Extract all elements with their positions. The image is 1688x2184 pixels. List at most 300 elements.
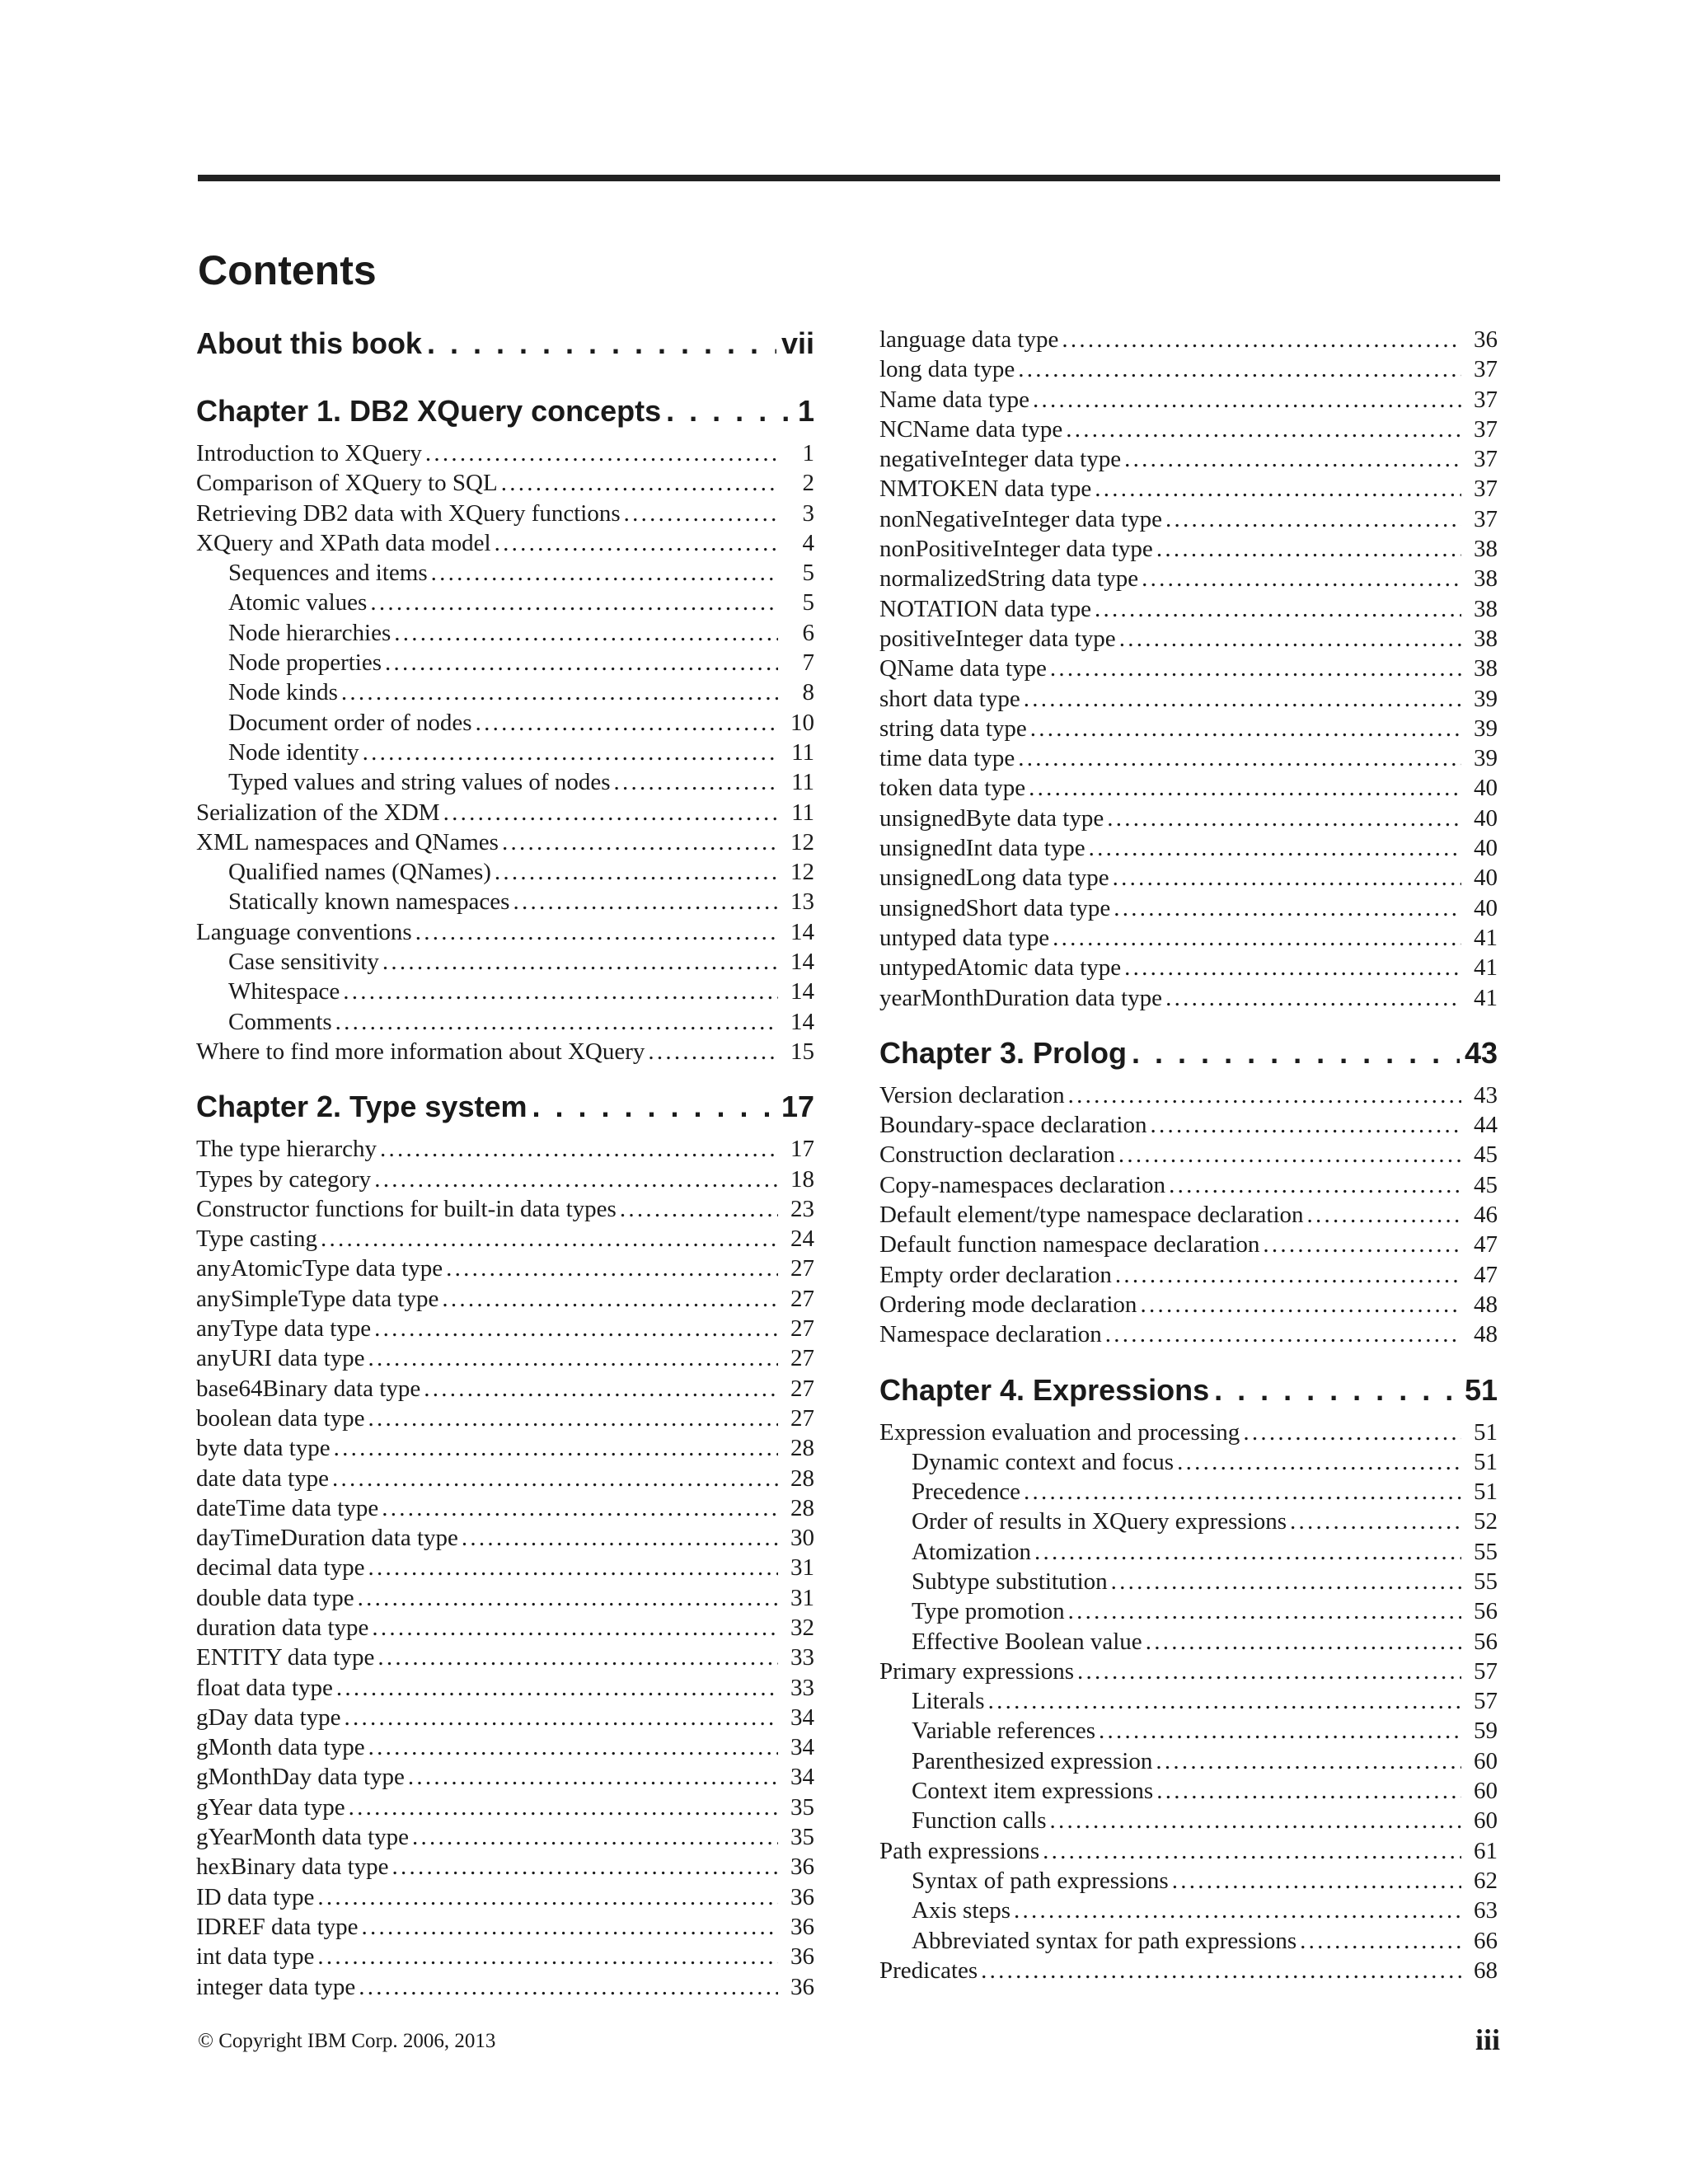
toc-entry[interactable] bbox=[879, 985, 1498, 1015]
toc-page-number: vii bbox=[781, 326, 814, 360]
toc-entry-title: Sequences and items bbox=[228, 560, 428, 587]
toc-entry-title: Chapter 3. Prolog bbox=[879, 1035, 1128, 1070]
toc-entry[interactable] bbox=[196, 1136, 814, 1165]
toc-entry-title: int data type bbox=[196, 1943, 315, 1971]
toc-page-number: 8 bbox=[802, 679, 814, 706]
toc-entry-title: NOTATION data type bbox=[879, 595, 1091, 622]
toc-entry[interactable] bbox=[879, 805, 1498, 835]
dot-leader bbox=[389, 1854, 778, 1881]
toc-page-number: 62 bbox=[1474, 1867, 1498, 1894]
toc-page-number: 3 bbox=[802, 499, 814, 527]
toc-entry-title: Function calls bbox=[912, 1807, 1047, 1835]
toc-entry[interactable] bbox=[879, 326, 1498, 356]
toc-page-number: 32 bbox=[790, 1614, 814, 1641]
toc-page-number: 31 bbox=[790, 1554, 814, 1582]
toc-entry-title: anyAtomicType data type bbox=[196, 1255, 443, 1282]
toc-entry-title: byte data type bbox=[196, 1435, 331, 1462]
toc-page-number: 18 bbox=[790, 1165, 814, 1193]
dot-leader bbox=[1147, 1112, 1462, 1139]
toc-entry[interactable] bbox=[196, 1038, 814, 1068]
toc-entry-title: Serialization of the XDM bbox=[196, 799, 440, 826]
toc-page-number: 68 bbox=[1474, 1957, 1498, 1984]
toc-page-number: 5 bbox=[802, 589, 814, 616]
toc-entry[interactable] bbox=[879, 1172, 1498, 1202]
toc-entry[interactable] bbox=[196, 1974, 814, 2004]
toc-chapter-heading[interactable] bbox=[196, 394, 814, 440]
toc-page-number: 63 bbox=[1474, 1897, 1498, 1924]
dot-leader bbox=[329, 1465, 778, 1493]
dot-leader bbox=[472, 710, 778, 737]
toc-page-number: 27 bbox=[790, 1285, 814, 1312]
dot-leader bbox=[374, 1644, 778, 1671]
toc-entry[interactable] bbox=[196, 1585, 814, 1615]
toc-entry-title: Language conventions bbox=[196, 918, 412, 945]
dot-leader bbox=[359, 1914, 778, 1941]
dot-leader bbox=[1025, 775, 1461, 802]
toc-page-number: 1 bbox=[797, 394, 814, 428]
toc-page-number: 36 bbox=[790, 1883, 814, 1910]
dot-leader bbox=[1074, 1658, 1461, 1685]
toc-page-number: 17 bbox=[781, 1090, 814, 1124]
toc-entry[interactable] bbox=[879, 954, 1498, 984]
toc-chapter-heading[interactable] bbox=[196, 326, 814, 373]
toc-page-number: 37 bbox=[1474, 415, 1498, 443]
toc-entry[interactable] bbox=[879, 925, 1498, 954]
dot-leader bbox=[645, 1038, 778, 1066]
toc-entry[interactable] bbox=[196, 470, 814, 499]
toc-entry-title: The type hierarchy bbox=[196, 1136, 377, 1163]
dot-leader bbox=[1304, 1202, 1462, 1229]
toc-page-number: 27 bbox=[790, 1255, 814, 1282]
toc-subentry[interactable] bbox=[196, 978, 814, 1008]
toc-page-number: 60 bbox=[1474, 1778, 1498, 1805]
dot-leader bbox=[1116, 626, 1461, 653]
toc-page-number: 38 bbox=[1474, 625, 1498, 652]
toc-page-number: 41 bbox=[1474, 954, 1498, 982]
toc-entry[interactable] bbox=[196, 919, 814, 949]
toc-entry-title: yearMonthDuration data type bbox=[879, 984, 1163, 1011]
dot-leader bbox=[345, 1794, 778, 1821]
toc-page-number: 48 bbox=[1474, 1291, 1498, 1318]
toc-entry[interactable] bbox=[879, 416, 1498, 446]
dot-leader bbox=[371, 1166, 778, 1193]
dot-leader bbox=[354, 1585, 778, 1612]
toc-entry-title: Default function namespace declaration bbox=[879, 1231, 1260, 1258]
toc-entry[interactable] bbox=[196, 1286, 814, 1315]
toc-page-number: 56 bbox=[1474, 1628, 1498, 1655]
toc-entry-title: double data type bbox=[196, 1584, 354, 1611]
toc-page-number: 34 bbox=[790, 1764, 814, 1791]
toc-page-number: 2 bbox=[802, 470, 814, 497]
toc-entry-title: Primary expressions bbox=[879, 1657, 1074, 1685]
toc-subentry[interactable] bbox=[196, 679, 814, 709]
dot-leader bbox=[355, 1974, 778, 2001]
toc-subentry[interactable] bbox=[879, 1748, 1498, 1778]
toc-entry-title: ID data type bbox=[196, 1883, 315, 1910]
dot-leader bbox=[1165, 1172, 1461, 1199]
toc-entry-title: Constructor functions for built-in data types bbox=[196, 1195, 617, 1222]
dot-leader bbox=[1091, 596, 1461, 623]
toc-page-number: 38 bbox=[1474, 536, 1498, 563]
dot-leader bbox=[1162, 985, 1461, 1012]
toc-entry[interactable] bbox=[196, 1495, 814, 1525]
dot-leader bbox=[365, 1345, 778, 1372]
dot-leader bbox=[1095, 1718, 1461, 1745]
toc-entry-title: Parenthesized expression bbox=[912, 1747, 1153, 1774]
toc-entry-title: hexBinary data type bbox=[196, 1854, 389, 1881]
toc-entry-title: Syntax of path expressions bbox=[912, 1867, 1169, 1894]
toc-page-number: 5 bbox=[802, 560, 814, 587]
toc-page-number: 57 bbox=[1474, 1688, 1498, 1715]
toc-page-number: 44 bbox=[1474, 1112, 1498, 1139]
dot-leader bbox=[509, 888, 778, 916]
toc-page-number: 51 bbox=[1464, 1372, 1498, 1407]
toc-entry-title: Dynamic context and focus bbox=[912, 1448, 1175, 1475]
toc-entry[interactable] bbox=[196, 1465, 814, 1495]
toc-entry-title: Predicates bbox=[879, 1957, 978, 1984]
toc-page-number: 11 bbox=[791, 799, 814, 826]
toc-entry[interactable] bbox=[196, 1525, 814, 1554]
toc-entry[interactable] bbox=[879, 745, 1498, 775]
dot-leader bbox=[1137, 1291, 1461, 1319]
toc-entry[interactable] bbox=[879, 1321, 1498, 1351]
toc-entry[interactable] bbox=[879, 626, 1498, 655]
toc-entry-title: gMonth data type bbox=[196, 1734, 365, 1761]
toc-entry-title: Node properties bbox=[228, 649, 382, 677]
toc-entry[interactable] bbox=[196, 799, 814, 829]
dot-leader bbox=[1127, 1036, 1460, 1071]
toc-page-number: 43 bbox=[1474, 1081, 1498, 1108]
toc-entry-title: Name data type bbox=[879, 386, 1029, 413]
dot-leader bbox=[1062, 416, 1461, 443]
dot-leader bbox=[378, 1495, 778, 1522]
toc-entry-title: string data type bbox=[879, 715, 1027, 742]
toc-entry-title: Whitespace bbox=[228, 978, 340, 1005]
toc-entry-title: IDREF data type bbox=[196, 1913, 359, 1940]
toc-entry[interactable] bbox=[196, 1554, 814, 1584]
dot-leader bbox=[1108, 1568, 1461, 1596]
toc-entry-title: Empty order declaration bbox=[879, 1261, 1112, 1288]
dot-leader bbox=[422, 440, 778, 467]
toc-subentry[interactable] bbox=[196, 739, 814, 769]
toc-page-number: 60 bbox=[1474, 1807, 1498, 1835]
toc-page-number: 15 bbox=[790, 1038, 814, 1065]
toc-page-number: 40 bbox=[1474, 865, 1498, 892]
toc-page-number: 51 bbox=[1474, 1418, 1498, 1446]
dot-leader bbox=[1115, 1141, 1461, 1169]
toc-page-number: 14 bbox=[790, 949, 814, 976]
toc-entry[interactable] bbox=[196, 1166, 814, 1196]
toc-page-number: 27 bbox=[790, 1345, 814, 1372]
toc-entry-title: QName data type bbox=[879, 655, 1047, 682]
dot-leader bbox=[1138, 565, 1461, 593]
toc-page-number: 40 bbox=[1474, 775, 1498, 802]
toc-entry-title: NCName data type bbox=[879, 415, 1063, 443]
toc-entry[interactable] bbox=[879, 1202, 1498, 1231]
toc-entry-title: boolean data type bbox=[196, 1404, 365, 1432]
toc-entry-title: Boundary-space declaration bbox=[879, 1112, 1147, 1139]
toc-entry-title: Introduction to XQuery bbox=[196, 440, 422, 466]
dot-leader bbox=[499, 829, 778, 856]
dot-leader bbox=[409, 1824, 778, 1851]
toc-page-number: 39 bbox=[1474, 745, 1498, 772]
toc-entry[interactable] bbox=[879, 1231, 1498, 1261]
toc-entry-title: Where to find more information about XQuery bbox=[196, 1038, 645, 1065]
toc-entry[interactable] bbox=[879, 1082, 1498, 1112]
toc-page-number: 43 bbox=[1464, 1035, 1498, 1070]
toc-entry[interactable] bbox=[196, 1734, 814, 1764]
toc-page-number: 34 bbox=[790, 1704, 814, 1731]
toc-entry-title: Node identity bbox=[228, 738, 359, 766]
dot-leader bbox=[1104, 805, 1461, 832]
toc-page-number: 24 bbox=[790, 1226, 814, 1253]
toc-entry[interactable] bbox=[196, 440, 814, 470]
toc-entry[interactable] bbox=[879, 446, 1498, 476]
toc-entry-title: dayTimeDuration data type bbox=[196, 1525, 458, 1552]
toc-page-number: 33 bbox=[790, 1674, 814, 1701]
toc-chapter-heading[interactable] bbox=[879, 1036, 1498, 1082]
toc-entry[interactable] bbox=[879, 1957, 1498, 1987]
toc-page-number: 51 bbox=[1474, 1479, 1498, 1506]
toc-entry[interactable] bbox=[879, 356, 1498, 386]
toc-page-number: 57 bbox=[1474, 1657, 1498, 1685]
toc-subentry[interactable] bbox=[196, 859, 814, 888]
toc-entry[interactable] bbox=[196, 1854, 814, 1883]
toc-entry[interactable] bbox=[196, 1794, 814, 1824]
dot-leader bbox=[1121, 954, 1461, 982]
toc-subentry[interactable] bbox=[196, 649, 814, 679]
toc-entry[interactable] bbox=[879, 655, 1498, 685]
toc-page-number: 35 bbox=[790, 1824, 814, 1851]
toc-entry[interactable] bbox=[879, 1141, 1498, 1171]
toc-entry-title: Typed values and string values of nodes bbox=[228, 769, 611, 796]
toc-entry[interactable] bbox=[196, 829, 814, 859]
toc-page-number: 38 bbox=[1474, 595, 1498, 622]
toc-entry[interactable] bbox=[879, 565, 1498, 595]
page-number: iii bbox=[1475, 2023, 1500, 2056]
toc-entry-title: unsignedLong data type bbox=[879, 865, 1109, 892]
dot-leader bbox=[428, 560, 778, 587]
dot-leader bbox=[1112, 1262, 1461, 1289]
toc-entry[interactable] bbox=[196, 1884, 814, 1914]
toc-subentry[interactable] bbox=[879, 1508, 1498, 1538]
toc-entry[interactable] bbox=[196, 1914, 814, 1943]
toc-entry-title: Node hierarchies bbox=[228, 619, 392, 646]
toc-chapter-heading[interactable] bbox=[196, 1090, 814, 1136]
toc-entry[interactable] bbox=[196, 1943, 814, 1973]
toc-entry[interactable] bbox=[196, 1764, 814, 1793]
toc-entry[interactable] bbox=[196, 1255, 814, 1285]
toc-subentry[interactable] bbox=[196, 560, 814, 589]
dot-leader bbox=[1029, 387, 1461, 414]
toc-entry[interactable] bbox=[879, 1419, 1498, 1449]
toc-entry-title: Type casting bbox=[196, 1226, 317, 1253]
toc-entry-title: Comparison of XQuery to SQL bbox=[196, 470, 498, 497]
toc-entry[interactable] bbox=[879, 387, 1498, 416]
dot-leader bbox=[1169, 1868, 1461, 1895]
dot-leader bbox=[1020, 1479, 1461, 1506]
toc-entry-title: Abbreviated syntax for path expressions bbox=[912, 1927, 1297, 1954]
toc-entry[interactable] bbox=[196, 500, 814, 530]
toc-entry[interactable] bbox=[879, 1112, 1498, 1141]
toc-entry-title: gDay data type bbox=[196, 1704, 341, 1731]
dot-leader bbox=[1259, 1231, 1461, 1258]
toc-subentry[interactable] bbox=[879, 1539, 1498, 1568]
dot-leader bbox=[1031, 1539, 1461, 1566]
toc-entry-title: base64Binary data type bbox=[196, 1375, 421, 1402]
toc-page-number: 61 bbox=[1474, 1837, 1498, 1864]
toc-entry-title: ENTITY data type bbox=[196, 1644, 375, 1671]
toc-entry[interactable] bbox=[879, 476, 1498, 505]
toc-entry-title: Namespace declaration bbox=[879, 1321, 1102, 1348]
toc-subentry[interactable] bbox=[879, 1688, 1498, 1718]
toc-subentry[interactable] bbox=[879, 1718, 1498, 1747]
toc-entry[interactable] bbox=[196, 1435, 814, 1465]
dot-leader bbox=[1142, 1629, 1461, 1656]
toc-entry[interactable] bbox=[879, 1291, 1498, 1321]
dot-leader bbox=[443, 1255, 778, 1282]
toc-page-number: 47 bbox=[1474, 1261, 1498, 1288]
dot-leader bbox=[1153, 536, 1461, 563]
toc-entry[interactable] bbox=[196, 530, 814, 560]
dot-leader bbox=[359, 739, 778, 766]
toc-entry[interactable] bbox=[196, 1644, 814, 1674]
toc-page-number: 17 bbox=[790, 1136, 814, 1163]
toc-subentry[interactable] bbox=[196, 949, 814, 978]
dot-leader bbox=[1085, 835, 1461, 862]
toc-entry[interactable] bbox=[196, 1615, 814, 1644]
toc-page-number: 23 bbox=[790, 1195, 814, 1222]
dot-leader bbox=[1287, 1508, 1461, 1535]
toc-entry-title: date data type bbox=[196, 1465, 330, 1492]
toc-subentry[interactable] bbox=[879, 1449, 1498, 1479]
toc-entry[interactable] bbox=[196, 1196, 814, 1226]
toc-subentry[interactable] bbox=[196, 769, 814, 799]
toc-entry-title: unsignedShort data type bbox=[879, 894, 1111, 921]
toc-entry-title: Path expressions bbox=[879, 1837, 1040, 1864]
toc-entry[interactable] bbox=[196, 1824, 814, 1854]
toc-entry[interactable] bbox=[879, 596, 1498, 626]
toc-entry[interactable] bbox=[196, 1405, 814, 1435]
toc-subentry[interactable] bbox=[196, 620, 814, 649]
toc-entry[interactable] bbox=[196, 1345, 814, 1375]
toc-subentry[interactable] bbox=[879, 1598, 1498, 1628]
dot-leader bbox=[422, 326, 776, 361]
dot-leader bbox=[1010, 1897, 1461, 1924]
toc-entry-title: duration data type bbox=[196, 1614, 369, 1641]
toc-entry[interactable] bbox=[196, 1226, 814, 1255]
toc-subentry[interactable] bbox=[196, 1009, 814, 1038]
toc-entry-title: Version declaration bbox=[879, 1081, 1065, 1108]
toc-subentry[interactable] bbox=[879, 1778, 1498, 1807]
toc-entry[interactable] bbox=[879, 895, 1498, 925]
toc-entry-title: untyped data type bbox=[879, 924, 1050, 951]
toc-subentry[interactable] bbox=[196, 710, 814, 739]
toc-entry[interactable] bbox=[196, 1376, 814, 1405]
toc-entry[interactable] bbox=[196, 1675, 814, 1704]
dot-leader bbox=[333, 1675, 778, 1702]
toc-page-number: 41 bbox=[1474, 984, 1498, 1011]
dot-leader bbox=[440, 799, 778, 827]
dot-leader bbox=[338, 679, 778, 706]
dot-leader bbox=[368, 1615, 778, 1642]
toc-entry-title: Ordering mode declaration bbox=[879, 1291, 1137, 1318]
toc-subentry[interactable] bbox=[879, 1568, 1498, 1598]
dot-leader bbox=[332, 1009, 778, 1036]
toc-entry-title: Qualified names (QNames) bbox=[228, 859, 491, 886]
toc-entry[interactable] bbox=[196, 1315, 814, 1345]
toc-subentry[interactable] bbox=[879, 1928, 1498, 1957]
toc-page-number: 45 bbox=[1474, 1171, 1498, 1198]
toc-entry-title: Precedence bbox=[912, 1479, 1021, 1506]
toc-entry-title: language data type bbox=[879, 326, 1059, 353]
toc-page-number: 56 bbox=[1474, 1598, 1498, 1625]
dot-leader bbox=[405, 1764, 778, 1791]
toc-subentry[interactable] bbox=[879, 1479, 1498, 1508]
dot-leader bbox=[1049, 925, 1461, 952]
dot-leader bbox=[412, 919, 778, 946]
toc-entry-title: Construction declaration bbox=[879, 1141, 1115, 1169]
header-rule bbox=[198, 175, 1500, 181]
dot-leader bbox=[1296, 1928, 1461, 1955]
toc-subentry[interactable] bbox=[879, 1629, 1498, 1658]
toc-entry[interactable] bbox=[879, 1658, 1498, 1688]
toc-page-number: 27 bbox=[790, 1404, 814, 1432]
toc-entry[interactable] bbox=[879, 835, 1498, 865]
toc-entry-title: nonPositiveInteger data type bbox=[879, 536, 1153, 563]
toc-page-number: 28 bbox=[790, 1435, 814, 1462]
toc-page-number: 12 bbox=[790, 828, 814, 855]
toc-page-number: 27 bbox=[790, 1375, 814, 1402]
dot-leader bbox=[365, 1405, 778, 1432]
dot-leader bbox=[1039, 1838, 1461, 1865]
dot-leader bbox=[314, 1884, 778, 1911]
dot-leader bbox=[1047, 655, 1461, 682]
toc-page-number: 38 bbox=[1474, 565, 1498, 593]
toc-entry-title: Case sensitivity bbox=[228, 949, 379, 976]
toc-entry-title: normalizedString data type bbox=[879, 565, 1139, 593]
toc-subentry[interactable] bbox=[196, 589, 814, 619]
toc-entry[interactable] bbox=[879, 1262, 1498, 1291]
toc-page-number: 13 bbox=[790, 888, 814, 916]
toc-entry[interactable] bbox=[879, 686, 1498, 715]
dot-leader bbox=[391, 620, 778, 647]
toc-subentry[interactable] bbox=[879, 1897, 1498, 1927]
toc-entry[interactable] bbox=[879, 715, 1498, 745]
toc-subentry[interactable] bbox=[196, 888, 814, 918]
toc-subentry[interactable] bbox=[879, 1868, 1498, 1897]
toc-page-number: 66 bbox=[1474, 1927, 1498, 1954]
dot-leader bbox=[1058, 326, 1461, 354]
toc-entry[interactable] bbox=[879, 1838, 1498, 1868]
toc-entry[interactable] bbox=[879, 775, 1498, 804]
toc-page-number: 51 bbox=[1474, 1448, 1498, 1475]
toc-entry[interactable] bbox=[196, 1704, 814, 1734]
toc-chapter-heading[interactable] bbox=[879, 1373, 1498, 1419]
toc-entry[interactable] bbox=[879, 536, 1498, 565]
toc-page-number: 37 bbox=[1474, 356, 1498, 383]
toc-entry[interactable] bbox=[879, 865, 1498, 894]
toc-page-number: 37 bbox=[1474, 386, 1498, 413]
dot-leader bbox=[1110, 895, 1461, 922]
toc-entry-title: Context item expressions bbox=[912, 1778, 1154, 1805]
toc-subentry[interactable] bbox=[879, 1807, 1498, 1837]
toc-page-number: 59 bbox=[1474, 1718, 1498, 1745]
toc-page-number: 7 bbox=[802, 649, 814, 677]
toc-entry-title: Axis steps bbox=[912, 1897, 1011, 1924]
toc-entry[interactable] bbox=[879, 506, 1498, 536]
toc-page-number: 11 bbox=[791, 769, 814, 796]
